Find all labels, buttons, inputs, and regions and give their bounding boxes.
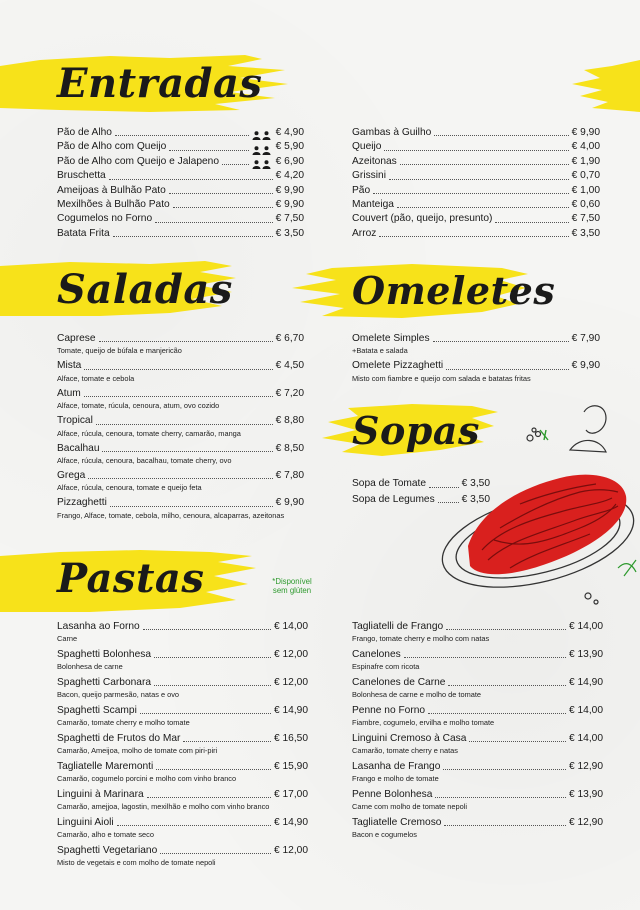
item-description: Camarão, amejjoa, lagostin, mexilhão e molho com vinho branco [57,802,270,812]
item-name: Tropical [57,415,93,427]
item-price: € 14,00 [569,620,603,632]
item-name: Queijo [352,141,382,153]
list-item [352,140,600,154]
pastas-title: Pastas [57,555,205,602]
list-item [57,732,308,760]
item-price: € 14,00 [274,620,308,632]
omeletes-list [352,332,600,387]
list-item [352,648,603,676]
item-name: Lasanha ao Forno [57,620,140,632]
item-name: Gambas à Guilho [352,126,432,138]
item-price: € 8,50 [275,442,304,454]
list-item [57,332,304,359]
item-name: Pão de Alho com Queijo e Jalapeno [57,155,219,167]
list-item [57,387,304,414]
item-price: € 5,90 [275,141,304,153]
item-name: Bacalhau [57,442,100,454]
item-price: € 13,90 [569,648,603,660]
item-price: € 4,50 [275,360,304,372]
list-item [352,732,603,760]
item-name: Spaghetti Vegetariano [57,844,158,856]
item-price: € 3,50 [275,227,304,239]
item-price: € 14,90 [274,704,308,716]
item-description: +Batata e salada [352,346,408,356]
entradas-left-list [57,126,304,241]
list-item [352,676,603,704]
item-description: Frango, Alface, tomate, cebola, milho, cenoura, alcaparras, azeitonas [57,510,285,520]
item-name: Arroz [352,227,377,239]
item-description: Carne com molho de tomate nepoli [352,802,468,812]
item-price: € 12,00 [274,648,308,660]
item-name: Tagliatelli de Frango [352,620,444,632]
item-description: Camarão, cogumelo porcini e molho com vinho branco [57,774,237,784]
list-item [57,227,304,241]
item-price: € 4,90 [275,126,304,138]
item-name: Atum [57,387,81,399]
item-price: € 7,50 [275,213,304,225]
list-item [352,169,600,183]
item-name: Cogumelos no Forno [57,213,153,225]
list-item [352,760,603,788]
list-item [352,155,600,169]
item-description: Camarão, alho e tomate seco [57,830,154,840]
list-item [352,492,490,508]
list-item [352,476,490,492]
brush-stroke-corner [572,60,640,112]
list-item [352,332,600,359]
item-price: € 14,00 [569,704,603,716]
list-item [57,496,304,523]
item-name: Penne no Forno [352,704,426,716]
list-item [57,169,304,183]
saladas-list [57,332,304,524]
saladas-title: Saladas [57,266,233,313]
item-price: € 0,60 [571,198,600,210]
item-price: € 4,20 [275,170,304,182]
list-item [57,676,308,704]
item-name: Sopa de Legumes [352,493,435,505]
item-name: Manteiga [352,198,394,210]
gluten-free-note: *Disponível sem glúten [272,577,312,595]
item-price: € 14,90 [569,676,603,688]
item-description: Alface, rúcula, cenoura, tomate e queijo feta [57,483,202,493]
item-price: € 4,00 [571,141,600,153]
list-item [352,126,600,140]
item-price: € 3,50 [461,478,490,490]
item-price: € 1,90 [571,155,600,167]
item-price: € 9,90 [275,198,304,210]
list-item [352,198,600,212]
item-name: Spaghetti de Frutos do Mar [57,732,181,744]
list-item [352,212,600,226]
item-price: € 0,70 [571,170,600,182]
list-item [57,359,304,386]
item-description: Espinafre com ricota [352,662,420,672]
list-item [57,198,304,212]
item-name: Spaghetti Bolonhesa [57,648,152,660]
item-description: Bolonhesa de carne [57,662,123,672]
item-description: Alface, tomate, rúcula, cenoura, atum, ovo cozido [57,401,220,411]
item-name: Azeitonas [352,155,397,167]
item-name: Ameijoas à Bulhão Pato [57,184,166,196]
list-item [57,126,304,140]
item-price: € 1,00 [571,184,600,196]
entradas-title: Entradas [57,60,263,107]
pastas-left-list [57,620,308,872]
item-price: € 3,50 [461,493,490,505]
item-description: Bacon, queijo parmesão, natas e ovo [57,690,180,700]
item-name: Pão de Alho com Queijo [57,141,167,153]
list-item [57,816,308,844]
list-item [57,760,308,788]
item-description: Fiambre, cogumelo, ervilha e molho tomate [352,718,495,728]
item-price: € 9,90 [571,126,600,138]
item-price: € 14,00 [569,732,603,744]
list-item [57,469,304,496]
item-price: € 9,90 [571,360,600,372]
list-item [57,184,304,198]
item-name: Batata Frita [57,227,110,239]
item-name: Mista [57,360,82,372]
item-name: Tagliatelle Maremonti [57,760,154,772]
item-price: € 6,70 [275,332,304,344]
item-price: € 16,50 [274,732,308,744]
list-item [57,414,304,441]
item-name: Sopa de Tomate [352,478,427,490]
item-description: Frango, tomate cherry e molho com natas [352,634,490,644]
item-price: € 7,20 [275,387,304,399]
list-item [57,788,308,816]
item-description: Camarão, Ameijoa, molho de tomate com piri-piri [57,746,218,756]
list-item [57,442,304,469]
item-description: Camarão, tomate cherry e natas [352,746,458,756]
item-name: Canelones [352,648,401,660]
item-description: Misto de vegetais e com molho de tomate nepoli [57,858,216,868]
item-price: € 7,90 [571,332,600,344]
item-price: € 7,50 [571,213,600,225]
list-item [352,816,603,844]
list-item [57,620,308,648]
item-price: € 14,90 [274,816,308,828]
item-description: Carne [57,634,78,644]
item-name: Pão [352,184,371,196]
item-price: € 12,00 [274,676,308,688]
list-item [57,140,304,154]
item-price: € 7,80 [275,469,304,481]
omeletes-title: Omeletes [352,268,556,313]
item-name: Canelones de Carne [352,676,446,688]
item-name: Grissini [352,170,386,182]
sopas-title: Sopas [352,408,480,453]
item-name: Linguini Cremoso à Casa [352,732,467,744]
list-item [57,212,304,226]
item-name: Omelete Simples [352,332,430,344]
list-item [57,155,304,169]
item-description: Misto com fiambre e queijo com salada e batatas fritas [352,373,531,383]
pastas-right-list [352,620,603,844]
item-name: Pizzaghetti [57,497,107,509]
item-name: Lasanha de Frango [352,760,441,772]
item-price: € 8,80 [275,415,304,427]
people-icon [252,146,272,155]
list-item [352,620,603,648]
item-name: Linguini Aioli [57,816,114,828]
item-price: € 9,90 [275,184,304,196]
item-description: Alface, rúcula, cenoura, bacalhau, tomate cherry, ovo [57,455,232,465]
list-item [352,704,603,732]
item-price: € 12,00 [274,844,308,856]
item-price: € 9,90 [275,497,304,509]
item-price: € 12,90 [569,816,603,828]
item-name: Bruschetta [57,170,106,182]
item-price: € 3,50 [571,227,600,239]
people-icon [252,131,272,140]
item-description: Frango e molho de tomate [352,774,439,784]
item-price: € 13,90 [569,788,603,800]
item-description: Bolonhesa de carne e molho de tomate [352,690,482,700]
item-description: Camarão, tomate cherry e molho tomate [57,718,190,728]
item-description: Alface, tomate e cebola [57,373,135,383]
item-description: Alface, rúcula, cenoura, tomate cherry, camarão, manga [57,428,241,438]
item-name: Mexilhões à Bulhão Pato [57,198,170,210]
item-price: € 6,90 [275,155,304,167]
item-name: Tagliatelle Cremoso [352,816,442,828]
item-price: € 17,00 [274,788,308,800]
sopas-list [352,476,490,507]
list-item [57,844,308,872]
item-name: Spaghetti Carbonara [57,676,152,688]
item-price: € 15,90 [274,760,308,772]
item-name: Pão de Alho [57,126,112,138]
entradas-right-list [352,126,600,241]
list-item [57,704,308,732]
item-description: Tomate, queijo de búfala e manjericão [57,346,182,356]
list-item [57,648,308,676]
list-item [352,227,600,241]
item-name: Omelete Pizzaghetti [352,360,444,372]
item-description: Bacon e cogumelos [352,830,417,840]
list-item [352,359,600,386]
item-name: Spaghetti Scampi [57,704,137,716]
item-name: Penne Bolonhesa [352,788,433,800]
item-name: Couvert (pão, queijo, presunto) [352,213,493,225]
people-icon [252,160,272,169]
list-item [352,184,600,198]
item-price: € 12,90 [569,760,603,772]
item-name: Caprese [57,332,96,344]
item-name: Linguini à Marinara [57,788,144,800]
list-item [352,788,603,816]
item-name: Grega [57,469,86,481]
